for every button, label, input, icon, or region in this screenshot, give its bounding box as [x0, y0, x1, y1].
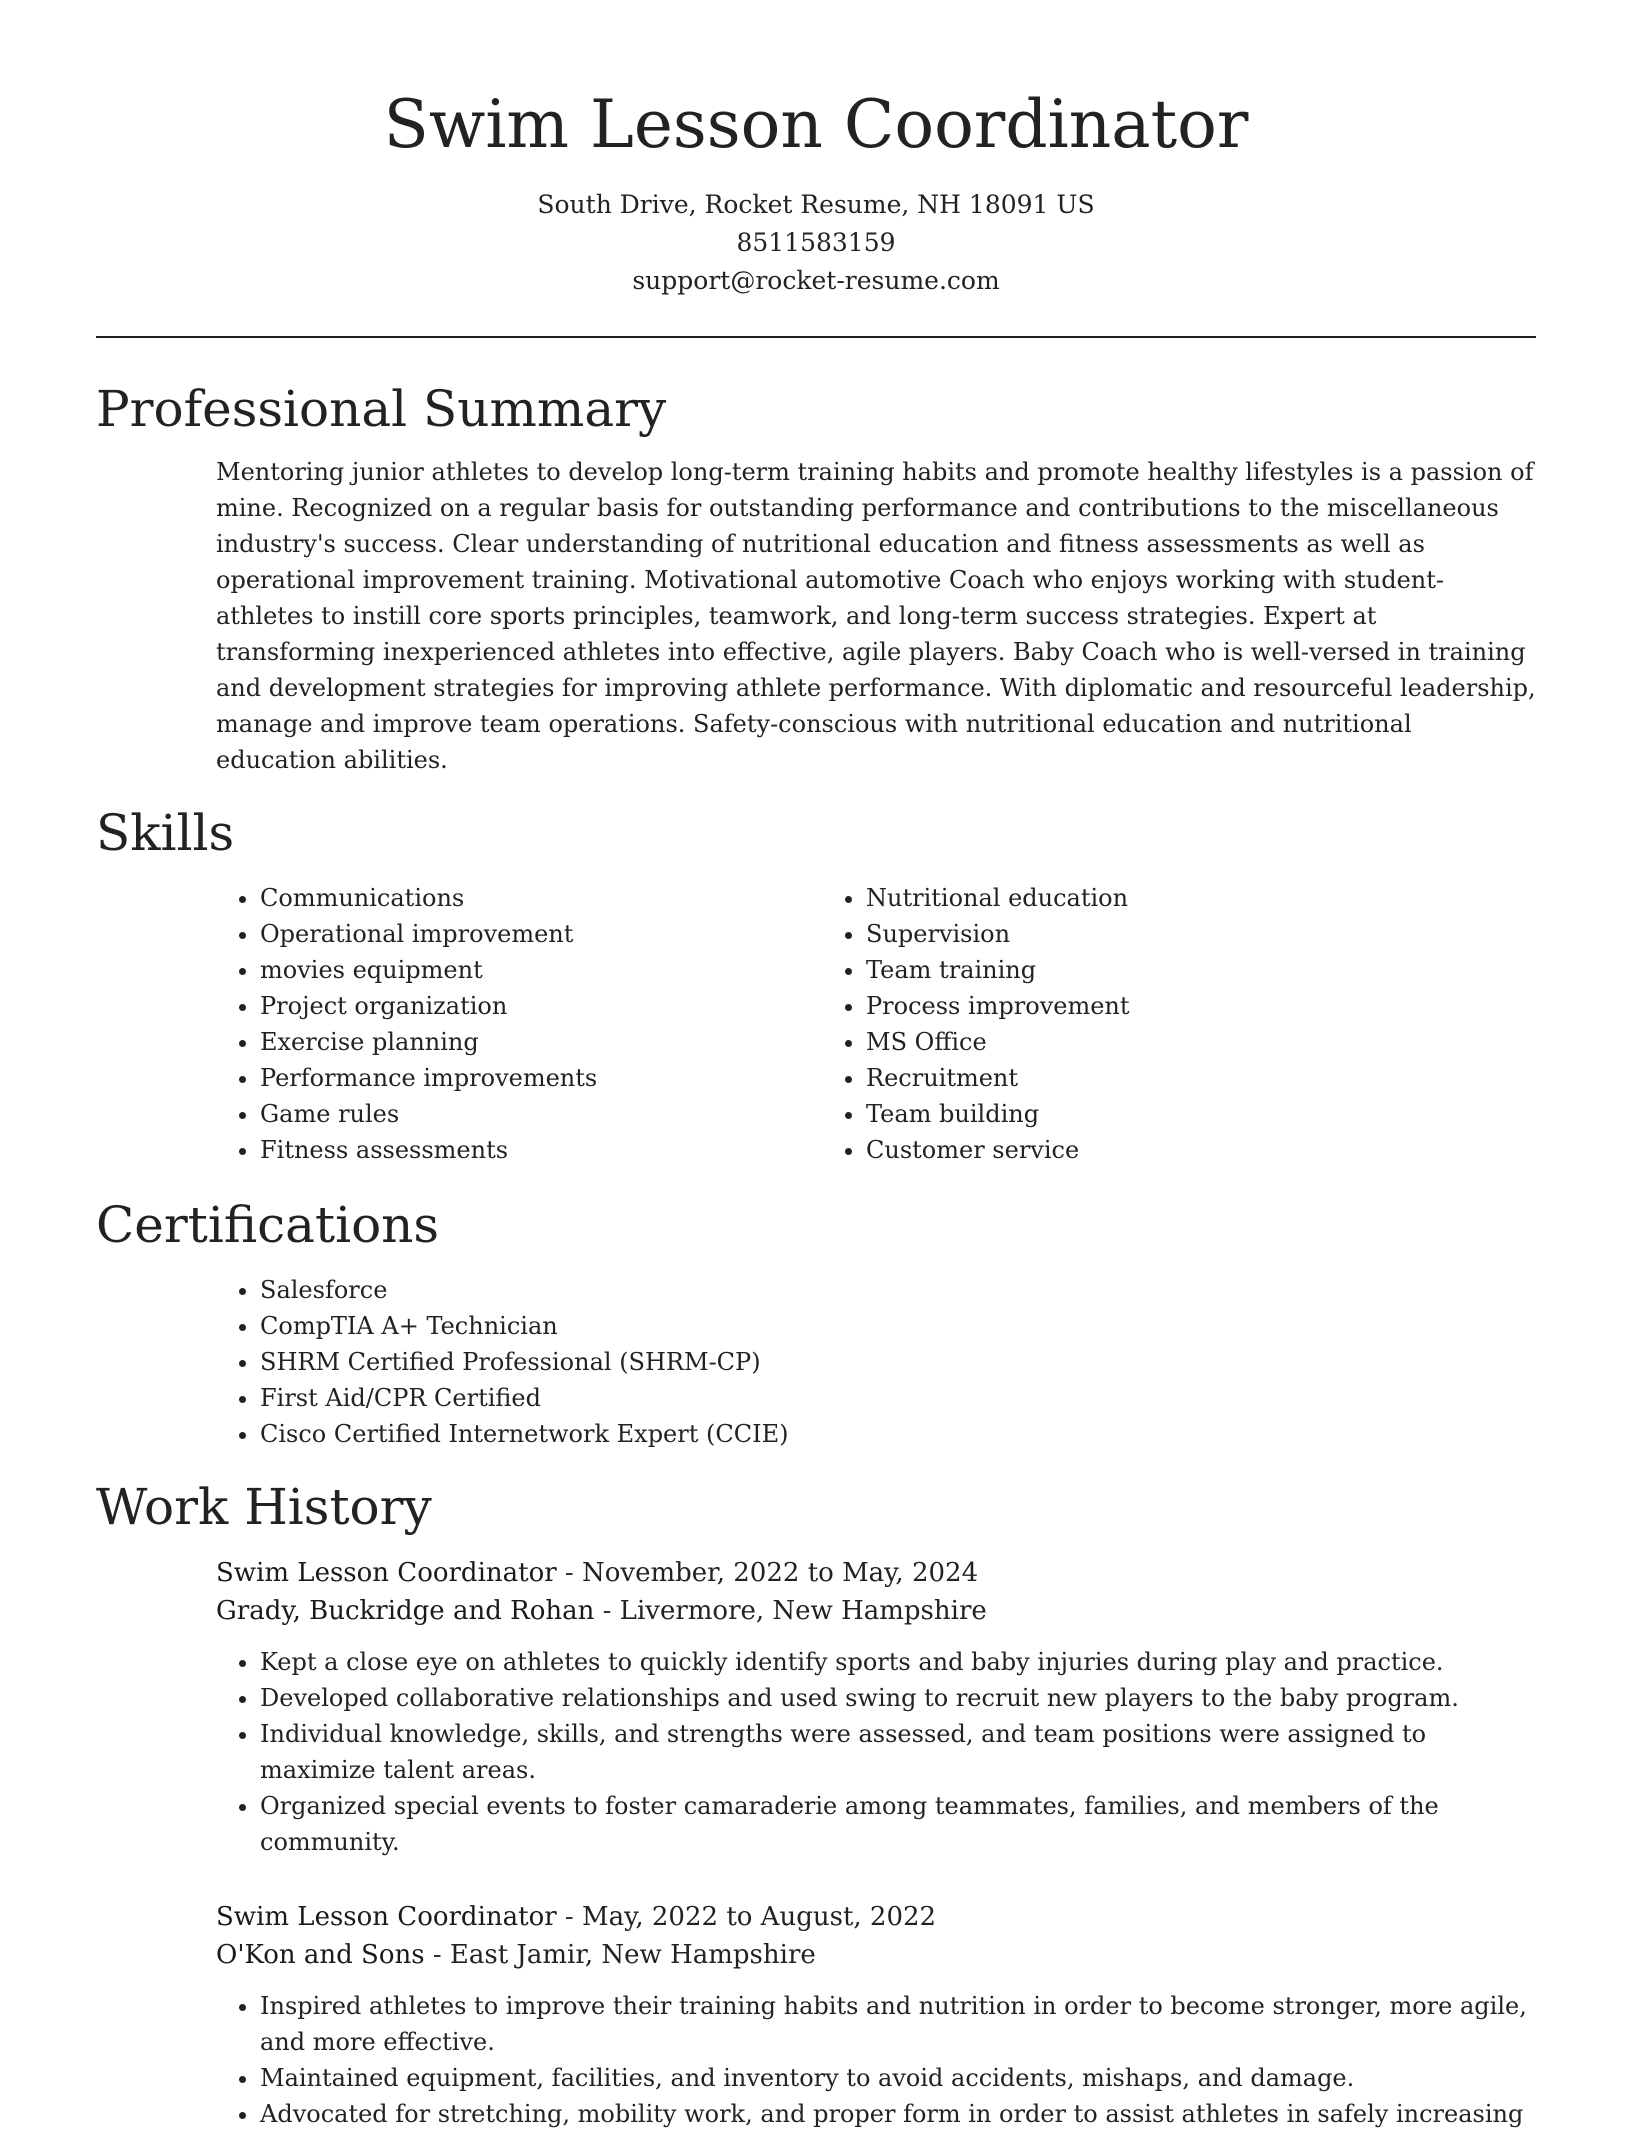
skill-item: • Nutritional education	[866, 880, 1428, 916]
job-duty: • Kept a close eye on athletes to quickly identify sports and baby injuries during play and practice.	[260, 1644, 1536, 1680]
job-entry	[216, 1898, 1536, 2132]
email: support@rocket-resume.com	[632, 266, 1000, 295]
job-location: Livermore, New Hampshire	[619, 1596, 987, 1626]
separator: -	[594, 1596, 620, 1626]
job-role: Swim Lesson Coordinator	[216, 1558, 557, 1588]
skill-item: • Fitness assessments	[260, 1132, 822, 1168]
skill-item: • Performance improvements	[260, 1060, 822, 1096]
skill-item: • Process improvement	[866, 988, 1428, 1024]
phone: 8511583159	[736, 228, 896, 257]
job-dates: November, 2022 to May, 2024	[582, 1558, 979, 1588]
skills-column-right	[822, 880, 1428, 1168]
job-dates: May, 2022 to August, 2022	[582, 1902, 937, 1932]
skills-list	[216, 880, 1536, 1168]
job-title-line	[216, 1898, 1536, 1936]
header-divider	[96, 336, 1536, 338]
certifications-list	[216, 1272, 1536, 1452]
job-duty: • Organized special events to foster camaraderie among teammates, families, and members of the community.	[260, 1788, 1536, 1860]
job-duty: • Developed collaborative relationships and used swing to recruit new players to the baby program.	[260, 1680, 1536, 1716]
skill-item: • Customer service	[866, 1132, 1428, 1168]
candidate-name: Swim Lesson Coordinator	[383, 86, 1249, 163]
certification-item: • First Aid/CPR Certified	[260, 1380, 1536, 1416]
separator: -	[556, 1558, 582, 1588]
job-location: East Jamir, New Hampshire	[449, 1940, 816, 1970]
job-title-line	[216, 1554, 1536, 1592]
skill-item: • MS Office	[866, 1024, 1428, 1060]
skill-item: • Game rules	[260, 1096, 822, 1132]
job-entry	[216, 1554, 1536, 1860]
certification-item: • CompTIA A+ Technician	[260, 1308, 1536, 1344]
summary-heading: Professional Summary	[96, 380, 667, 438]
certification-item: • Cisco Certified Internetwork Expert (CCIE)	[260, 1416, 1536, 1452]
certification-item: • SHRM Certified Professional (SHRM-CP)	[260, 1344, 1536, 1380]
job-company-line	[216, 1936, 1536, 1974]
job-duty: • Inspired athletes to improve their training habits and nutrition in order to become stronger, more agile, and more effective.	[260, 1988, 1536, 2060]
skill-item: • Team training	[866, 952, 1428, 988]
skill-item: • Team building	[866, 1096, 1428, 1132]
separator: -	[424, 1940, 450, 1970]
job-duty: • Advocated for stretching, mobility work, and proper form in order to assist athletes in safely increasing	[260, 2096, 1536, 2132]
skill-item: • Communications	[260, 880, 822, 916]
resume-header	[0, 0, 1632, 300]
job-duty: • Maintained equipment, facilities, and inventory to avoid accidents, mishaps, and damage.	[260, 2060, 1536, 2096]
job-duty: • Individual knowledge, skills, and strengths were assessed, and team positions were assigned to maximize talent areas.	[260, 1716, 1536, 1788]
skill-item: • Supervision	[866, 916, 1428, 952]
skill-item: • Operational improvement	[260, 916, 822, 952]
job-company: Grady, Buckridge and Rohan	[216, 1596, 595, 1626]
job-role: Swim Lesson Coordinator	[216, 1902, 557, 1932]
skills-heading: Skills	[96, 804, 235, 862]
certifications-heading: Certifications	[96, 1196, 440, 1254]
skill-item: • Recruitment	[866, 1060, 1428, 1096]
contact-info	[0, 186, 1632, 300]
skill-item: • Exercise planning	[260, 1024, 822, 1060]
skills-column-left	[216, 880, 822, 1168]
job-duties	[216, 1988, 1536, 2132]
address: South Drive, Rocket Resume, NH 18091 US	[537, 190, 1095, 219]
certification-item: • Salesforce	[260, 1272, 1536, 1308]
job-duties	[216, 1644, 1536, 1860]
separator: -	[556, 1902, 582, 1932]
job-company-line	[216, 1592, 1536, 1630]
skill-item: • Project organization	[260, 988, 822, 1024]
skill-item: • movies equipment	[260, 952, 822, 988]
summary-text: Mentoring junior athletes to develop long-term training habits and promote healthy lifestyles is a passion of mine. Recognized on a regular basis for outstanding performance and contributions to the miscellaneous industry's success. Clear understanding of nutritional education and fitness assessments as well as operational improvement training. Motivational automotive Coach who enjoys working with student-athletes to instill core sports principles, teamwork, and long-term success strategies. Expert at transforming inexperienced athletes into effective, agile players. Baby Coach who is well-versed in training and development strategies for improving athlete performance. With diplomatic and resourceful leadership, manage and improve team operations. Safety-conscious with nutritional education and nutritional education abilities.	[216, 458, 1536, 774]
work-history-heading: Work History	[96, 1478, 432, 1536]
job-company: O'Kon and Sons	[216, 1940, 425, 1970]
